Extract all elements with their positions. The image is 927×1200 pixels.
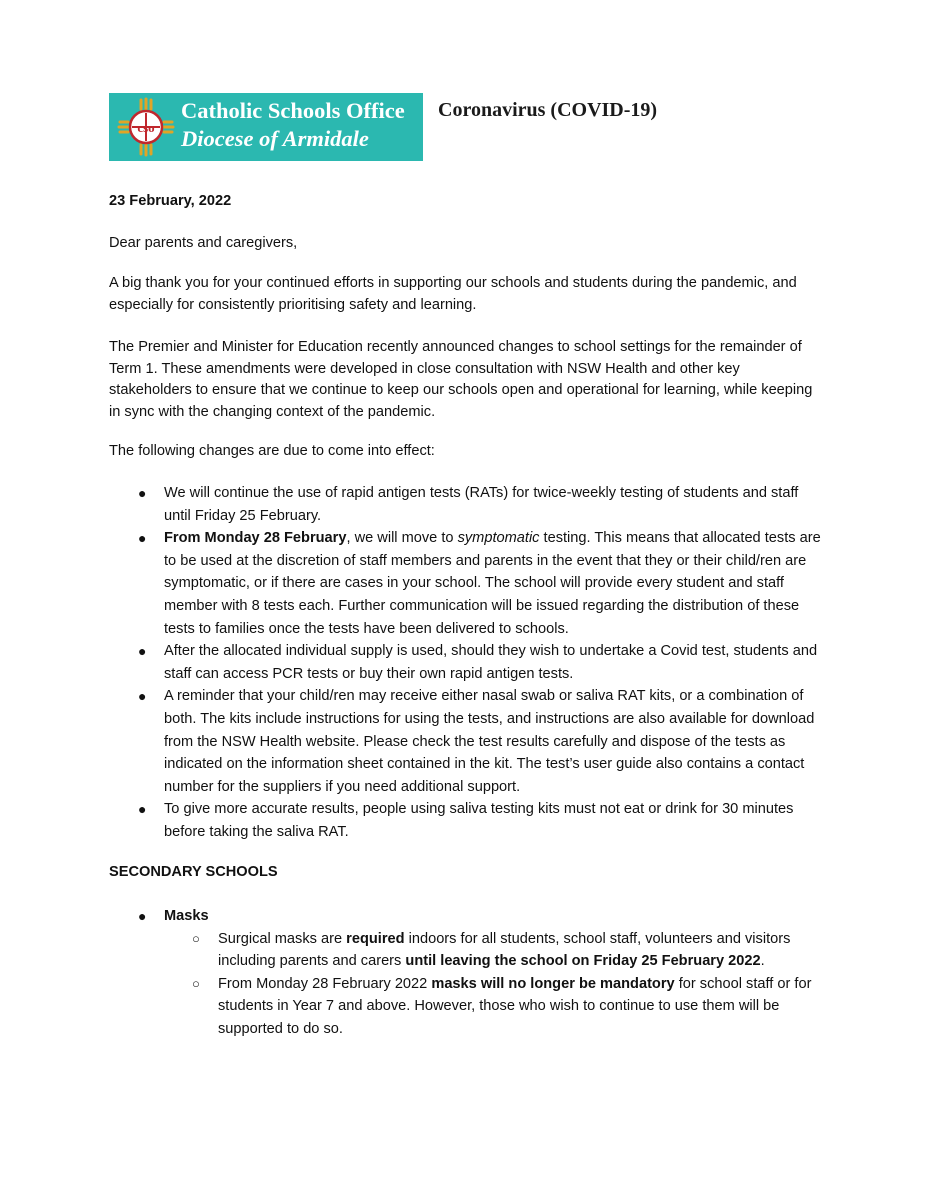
list-item: ● To give more accurate results, people using saliva testing kits must not eat or drink for 30 minutes before taking the saliva RAT. [109, 798, 825, 843]
paragraph-changes-intro: The following changes are due to come into effect: [109, 443, 435, 459]
bullet-icon: ● [138, 908, 147, 924]
bullet-icon: ● [138, 801, 147, 818]
changes-list [109, 482, 825, 844]
list-item: ○ Surgical masks are required indoors for all students, school staff, volunteers and visitors including parents and carers until leaving the school on Friday 25 February 2022. [164, 928, 825, 973]
list-item: ● From Monday 28 February, we will move to symptomatic testing. This means that allocated tests are to be used at the discretion of staff members and parents in the event that they or their child/ren are symptomatic, or if there are cases in your school. The school will provide every student and staff member with 8 tests each. Further communication will be issued regarding the distribution of these tests to families once the tests have been delivered to schools. [109, 527, 825, 640]
bullet-icon: ● [138, 643, 147, 660]
secondary-list [109, 905, 825, 1041]
paragraph-announcement: The Premier and Minister for Education recently announced changes to school settings for the remainder of Term 1. These amendments were developed in close consultation with NSW Health and other key stakeholders to ensure that we continue to keep our schools open and operational for learning, while keeping in sync with the changing context of the pandemic. [109, 339, 813, 420]
masks-sublist [164, 928, 825, 1041]
page-title: Coronavirus (COVID-19) [438, 99, 658, 121]
svg-text:cso: cso [137, 120, 155, 135]
list-item [109, 905, 825, 1041]
logo-title: Catholic Schools Office [181, 98, 405, 123]
salutation: Dear parents and caregivers, [109, 235, 298, 251]
sub-bullet-icon: ○ [192, 975, 200, 991]
logo-subtitle: Diocese of Armidale [181, 126, 369, 151]
bullet-icon: ● [138, 530, 147, 547]
list-item: ● A reminder that your child/ren may receive either nasal swab or saliva RAT kits, or a combination of both. The kits include instructions for using the tests, and instructions are also available for download from the NSW Health website. Please check the test results carefully and dispose of the tests as indicated on the information sheet contained in the kit. The test’s user guide also contains a contact number for the suppliers if you need additional support. [109, 685, 825, 798]
bullet-icon: ● [138, 688, 147, 705]
paragraph-thanks: A big thank you for your continued efforts in supporting our schools and students during the pandemic, and especially for consistently prioritising safety and learning. [109, 275, 797, 313]
masks-label: Masks [164, 908, 209, 924]
list-item: ● We will continue the use of rapid antigen tests (RATs) for twice-weekly testing of students and staff until Friday 25 February. [109, 482, 825, 527]
bullet-icon: ● [138, 485, 147, 501]
letter-date: 23 February, 2022 [109, 193, 232, 209]
diocese-emblem-icon [115, 95, 177, 159]
list-item: ● After the allocated individual supply is used, should they wish to undertake a Covid test, students and staff can access PCR tests or buy their own rapid antigen tests. [109, 640, 825, 685]
list-item: ○ From Monday 28 February 2022 masks will no longer be mandatory for school staff or for students in Year 7 and above. However, those who wish to continue to use them will be supported to do so. [164, 973, 825, 1041]
cso-logo [109, 93, 423, 161]
section-heading-secondary: SECONDARY SCHOOLS [109, 864, 278, 880]
sub-bullet-icon: ○ [192, 930, 200, 946]
